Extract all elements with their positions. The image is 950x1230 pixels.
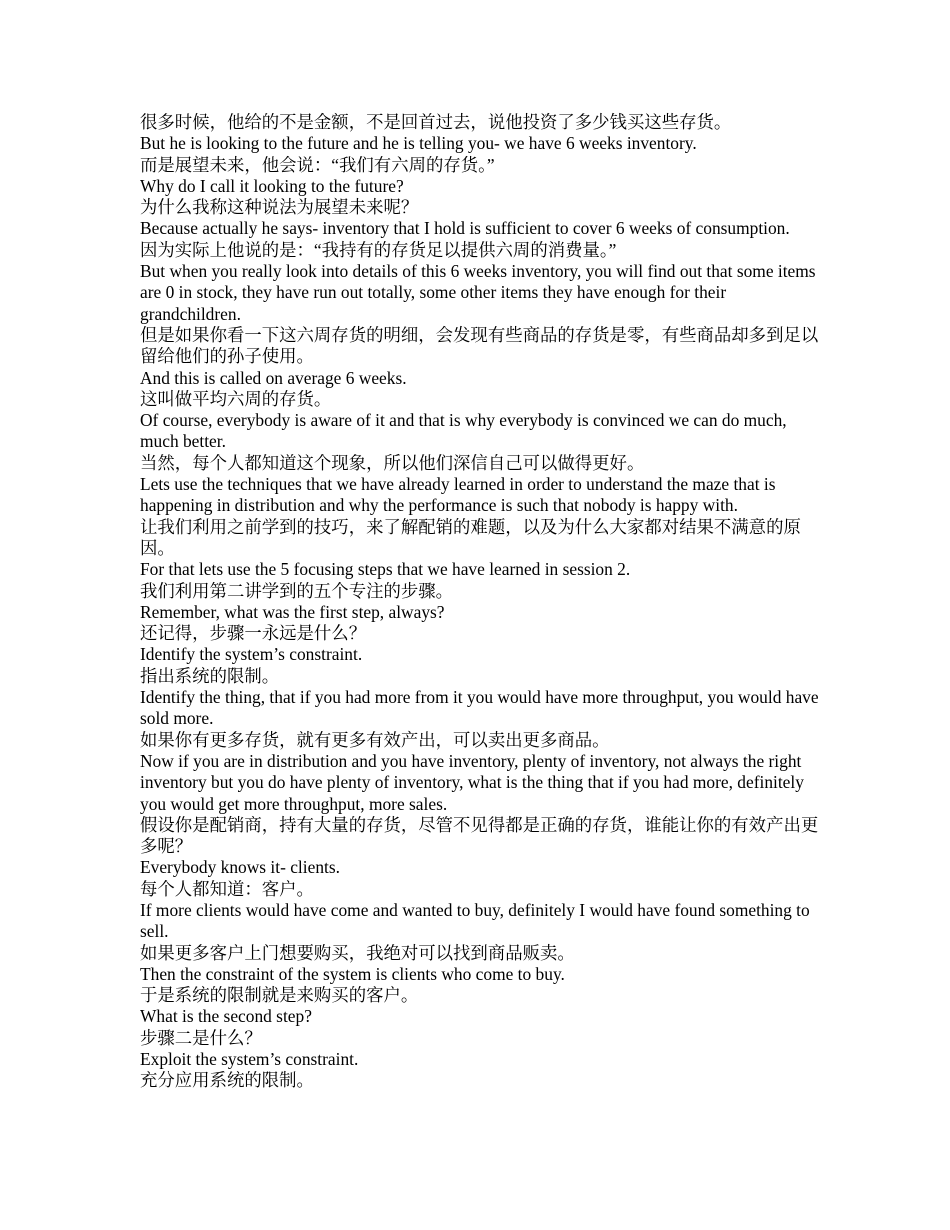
paragraph-en: Everybody knows it- clients. xyxy=(140,857,340,878)
paragraph-en: But he is looking to the future and he is telling you- we have 6 weeks inventory. xyxy=(140,133,697,154)
paragraph-zh: 因为实际上他说的是：“我持有的存货足以提供六周的消费量。” xyxy=(140,239,617,260)
paragraph-en: Lets use the techniques that we have already learned in order to understand the maze that is happening in distribution and why the performance is such that nobody is happy with. xyxy=(140,474,776,516)
paragraph-zh: 而是展望未来，他会说：“我们有六周的存货。” xyxy=(140,154,495,175)
paragraph-zh: 为什么我称这种说法为展望未来呢？ xyxy=(140,197,419,218)
paragraph-en: What is the second step? xyxy=(140,1006,312,1027)
paragraph-en: For that lets use the 5 focusing steps that we have learned in session 2. xyxy=(140,559,631,580)
document-body xyxy=(140,112,820,1092)
paragraph-zh: 但是如果你看一下这六周存货的明细，会发现有些商品的存货是零，有些商品却多到足以留给他们的孙子使用。 xyxy=(140,324,819,367)
paragraph-en: But when you really look into details of this 6 weeks inventory, you will find out that some items are 0 in stock, they have run out totally, some other items they have enough for their grandchildren. xyxy=(140,261,816,324)
paragraph-en: Remember, what was the first step, always? xyxy=(140,601,445,622)
paragraph-en: Identify the thing, that if you had more from it you would have more throughput, you would have sold more. xyxy=(140,687,819,729)
paragraph-zh: 充分应用系统的限制。 xyxy=(140,1070,314,1091)
paragraph-zh: 这叫做平均六周的存货。 xyxy=(140,388,332,409)
paragraph-en: Then the constraint of the system is clients who come to buy. xyxy=(140,963,565,984)
paragraph-zh: 于是系统的限制就是来购买的客户。 xyxy=(140,985,419,1006)
paragraph-en: Identify the system’s constraint. xyxy=(140,644,363,665)
paragraph-en: Now if you are in distribution and you have inventory, plenty of inventory, not always the right inventory but you do have plenty of inventory, what is the thing that if you had more, definitely you would get more throughput, more sales. xyxy=(140,750,804,814)
paragraph-en: Because actually he says- inventory that I hold is sufficient to cover 6 weeks of consumption. xyxy=(140,218,790,239)
paragraph-zh: 如果你有更多存货，就有更多有效产出，可以卖出更多商品。 xyxy=(140,729,610,750)
paragraph-zh: 还记得，步骤一永远是什么？ xyxy=(140,623,367,644)
paragraph-en: Why do I call it looking to the future? xyxy=(140,175,404,196)
paragraph-en: Exploit the system’s constraint. xyxy=(140,1049,359,1070)
paragraph-zh: 每个人都知道：客户。 xyxy=(140,878,314,899)
paragraph-zh: 假设你是配销商，持有大量的存货，尽管不见得都是正确的存货，谁能让你的有效产出更多呢？ xyxy=(140,814,819,857)
paragraph-zh: 很多时候，他给的不是金额，不是回首过去，说他投资了多少钱买这些存货。 xyxy=(140,112,732,132)
paragraph-en: Of course, everybody is aware of it and that is why everybody is convinced we can do much, much better. xyxy=(140,410,787,452)
paragraph-zh: 步骤二是什么？ xyxy=(140,1027,262,1048)
paragraph-en: And this is called on average 6 weeks. xyxy=(140,367,407,388)
paragraph-zh: 让我们利用之前学到的技巧，来了解配销的难题，以及为什么大家都对结果不满意的原因。 xyxy=(140,516,801,558)
paragraph-zh: 当然，每个人都知道这个现象，所以他们深信自己可以做得更好。 xyxy=(140,452,645,473)
paragraph-zh: 如果更多客户上门想要购买，我绝对可以找到商品贩卖。 xyxy=(140,942,575,963)
paragraph-en: If more clients would have come and wanted to buy, definitely I would have found something to sell. xyxy=(140,899,810,942)
paragraph-zh: 指出系统的限制。 xyxy=(140,665,280,686)
paragraph-zh: 我们利用第二讲学到的五个专注的步骤。 xyxy=(140,580,454,601)
